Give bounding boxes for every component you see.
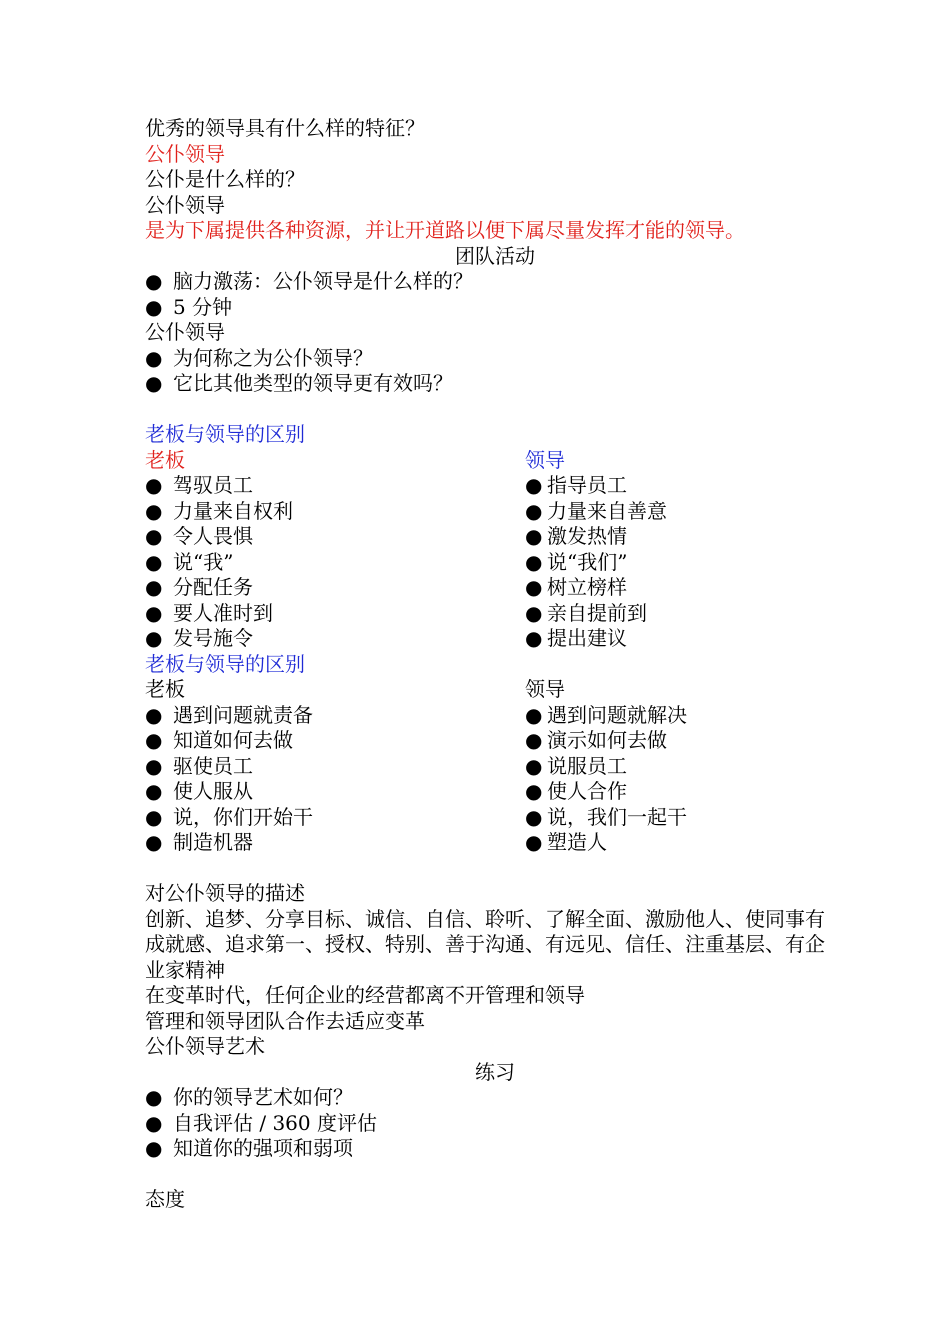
bullet-icon: ● xyxy=(525,804,543,829)
leader-column xyxy=(525,448,845,652)
boss-column xyxy=(145,677,525,856)
bullet-icon: ● xyxy=(525,600,543,625)
team-activity-title: 团队活动 xyxy=(455,243,535,268)
list-item: ● 说，你们开始干 xyxy=(145,804,313,829)
servant-definition: 是为下属提供各种资源，并让开道路以便下属尽量发挥才能的领导。 xyxy=(145,218,745,242)
what-is-servant: 公仆是什么样的？ xyxy=(145,167,305,191)
bullet-icon: ● xyxy=(525,524,543,548)
list-item: ● 提出建议 xyxy=(525,626,627,650)
list-item: ● 指导员工 xyxy=(525,473,627,497)
bullet-icon: ● xyxy=(525,753,543,778)
description-line: 管理和领导团队合作去适应变革 xyxy=(145,1008,425,1033)
bullet-icon: ● xyxy=(525,498,543,523)
list-item: ● 塑造人 xyxy=(525,830,607,854)
bullet-icon: ● xyxy=(525,779,543,803)
list-item: ● 说“我” xyxy=(145,549,234,574)
leader-column xyxy=(525,677,845,856)
compare-heading: 老板与领导的区别 xyxy=(145,651,305,676)
compare-heading: 老板与领导的区别 xyxy=(145,422,305,446)
bullet-icon: ● xyxy=(525,549,543,574)
bullet-icon: ● xyxy=(525,575,543,599)
boss-label: 老板 xyxy=(145,677,185,701)
list-item: ● 使人服从 xyxy=(145,779,253,803)
bullet-icon: ● xyxy=(145,498,163,523)
bullet-icon: ● xyxy=(525,626,543,650)
list-item: ● 知道你的强项和弱项 xyxy=(145,1136,353,1160)
list-item: ● 知道如何去做 xyxy=(145,728,293,752)
bullet-icon: ● xyxy=(145,753,163,778)
list-item: ● 令人畏惧 xyxy=(145,524,253,548)
boss-label: 老板 xyxy=(145,447,185,472)
bullet-icon: ● xyxy=(525,728,543,752)
bullet-icon: ● xyxy=(145,269,163,293)
list-item: ● 说，我们一起干 xyxy=(525,804,687,829)
bullet-icon: ● xyxy=(525,702,543,727)
bullet-icon: ● xyxy=(145,728,163,752)
list-item: ● 树立榜样 xyxy=(525,575,627,599)
list-item: ● 激发热情 xyxy=(525,524,627,548)
list-item: ● 自我评估 / 360 度评估 xyxy=(145,1110,377,1135)
leader-label: 领导 xyxy=(525,447,565,472)
compare-table xyxy=(145,448,845,652)
list-item: ● 遇到问题就责备 xyxy=(145,702,313,727)
bullet-icon: ● xyxy=(145,1085,163,1109)
bullet-icon: ● xyxy=(145,626,163,650)
list-item: ● 力量来自权利 xyxy=(145,498,293,523)
compare-table xyxy=(145,677,845,856)
list-item: ● 脑力激荡：公仆领导是什么样的？ xyxy=(145,269,473,293)
list-item: ● 发号施令 xyxy=(145,626,253,650)
list-item: ● 驾驭员工 xyxy=(145,473,253,497)
list-item: ● 你的领导艺术如何？ xyxy=(145,1085,353,1109)
list-item: ● 驱使员工 xyxy=(145,753,253,778)
list-item: ● 要人准时到 xyxy=(145,600,273,625)
list-item: ● 制造机器 xyxy=(145,830,253,854)
bullet-icon: ● xyxy=(145,779,163,803)
attitude-title: 态度 xyxy=(145,1187,185,1211)
bullet-icon: ● xyxy=(525,830,543,854)
description-line: 公仆领导艺术 xyxy=(145,1034,265,1058)
bullet-icon: ● xyxy=(145,294,163,319)
bullet-icon: ● xyxy=(145,830,163,854)
bullet-icon: ● xyxy=(145,600,163,625)
bullet-icon: ● xyxy=(145,1110,163,1135)
description-line: 在变革时代，任何企业的经营都离不开管理和领导 xyxy=(145,983,585,1007)
description-title: 对公仆领导的描述 xyxy=(145,881,305,905)
list-item: ● 遇到问题就解决 xyxy=(525,702,687,727)
document-body xyxy=(145,116,845,1213)
servant-leader-title-red: 公仆领导 xyxy=(145,141,225,166)
bullet-icon: ● xyxy=(145,804,163,829)
list-item: ● 为何称之为公仆领导？ xyxy=(145,345,373,370)
bullet-icon: ● xyxy=(145,549,163,574)
list-item: ● 力量来自善意 xyxy=(525,498,667,523)
boss-column xyxy=(145,448,525,652)
bullet-icon: ● xyxy=(145,1136,163,1160)
list-item: ● 分配任务 xyxy=(145,575,253,599)
bullet-icon: ● xyxy=(145,702,163,727)
servant-section-title: 公仆领导 xyxy=(145,320,225,344)
list-item: ● 演示如何去做 xyxy=(525,728,667,752)
intro-question: 优秀的领导具有什么样的特征？ xyxy=(145,116,425,140)
list-item: ● 5 分钟 xyxy=(145,294,233,319)
exercise-title: 练习 xyxy=(475,1059,515,1084)
bullet-icon: ● xyxy=(145,473,163,497)
bullet-icon: ● xyxy=(145,575,163,599)
servant-leader-title: 公仆领导 xyxy=(145,192,225,217)
description-text: 创新、追梦、分享目标、诚信、自信、聆听、了解全面、激励他人、使同事有成就感、追求第一、授权、特别、善于沟通、有远见、信任、注重基层、有企业家精神 xyxy=(145,906,825,982)
bullet-icon: ● xyxy=(145,371,163,395)
leader-label: 领导 xyxy=(525,677,565,701)
list-item: ● 使人合作 xyxy=(525,779,627,803)
bullet-icon: ● xyxy=(145,345,163,370)
list-item: ● 它比其他类型的领导更有效吗？ xyxy=(145,371,453,395)
list-item: ● 说“我们” xyxy=(525,549,628,574)
bullet-icon: ● xyxy=(525,473,543,497)
list-item: ● 说服员工 xyxy=(525,753,627,778)
bullet-icon: ● xyxy=(145,524,163,548)
list-item: ● 亲自提前到 xyxy=(525,600,647,625)
